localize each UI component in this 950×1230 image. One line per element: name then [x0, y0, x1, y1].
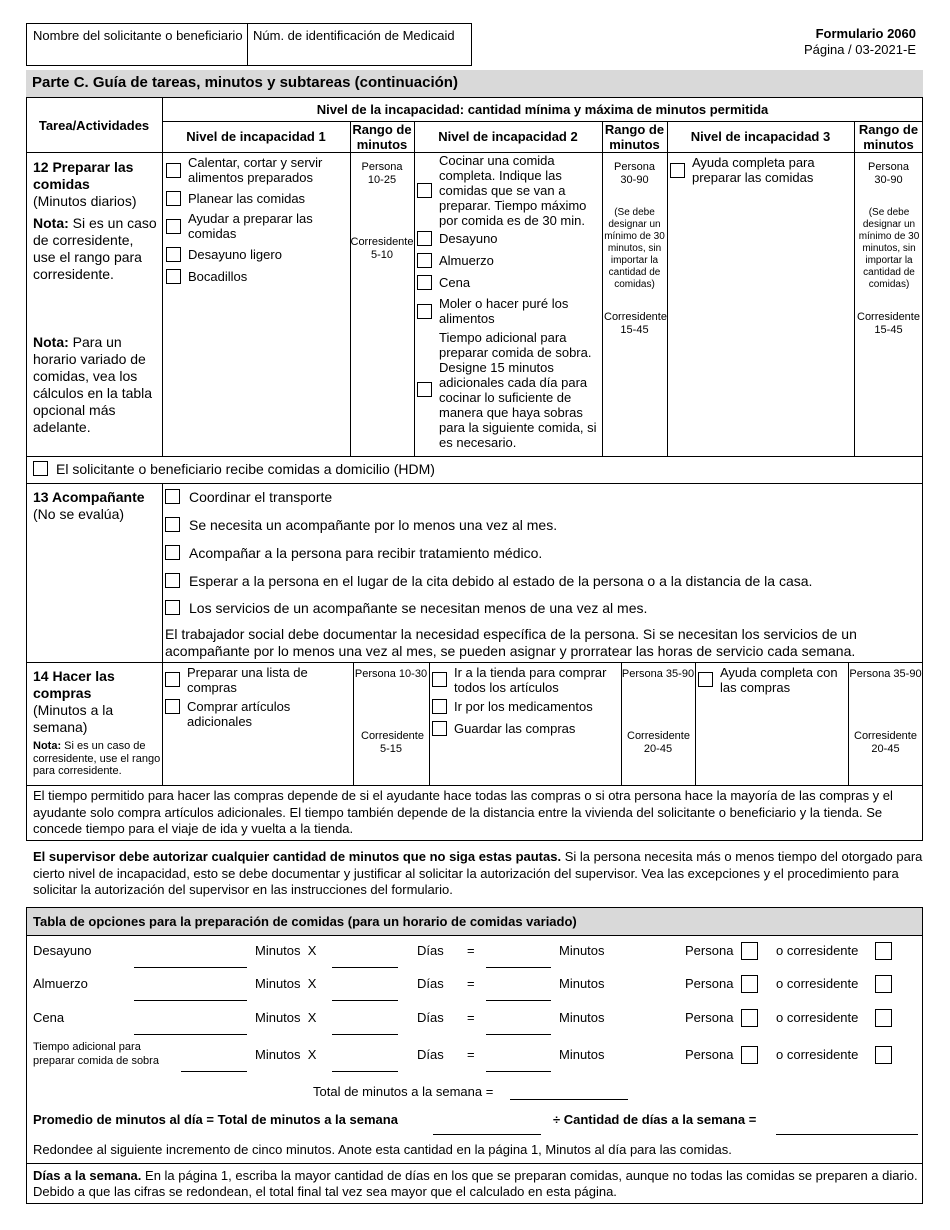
meal-days-input[interactable] — [332, 1000, 398, 1001]
task12-note1: Nota: Si es un caso de corresidente, use el rango para corresidente. — [33, 215, 157, 282]
checkbox[interactable] — [417, 231, 432, 246]
task14-l2-item[interactable]: Guardar las compras — [432, 721, 620, 736]
task13-item[interactable]: Se necesita un acompañante por lo menos una vez al mes. — [165, 517, 557, 534]
minutes-x-label: Minutos X — [255, 943, 317, 958]
checkbox[interactable] — [33, 461, 48, 476]
days-label: Días — [417, 943, 444, 958]
task12-l1-item[interactable]: Desayuno ligero — [166, 247, 348, 262]
task14-range1-person: Persona 10-30 — [354, 668, 428, 680]
result-minutes-label: Minutos — [559, 1010, 605, 1025]
task12-range3-coresident: Corresidente 15-45 — [857, 311, 920, 336]
level3-header: Nivel de incapacidad 3 — [690, 129, 831, 144]
task12-range1-person: Persona 10-25 — [361, 161, 403, 186]
checkbox[interactable] — [165, 573, 180, 588]
task13-cell — [33, 489, 161, 523]
task12-l2-item[interactable]: Almuerzo — [417, 253, 601, 268]
checkbox[interactable] — [166, 219, 181, 234]
checkbox[interactable] — [417, 304, 432, 319]
checkbox[interactable] — [165, 699, 180, 714]
checkbox[interactable] — [417, 275, 432, 290]
task12-l2-item[interactable]: Tiempo adicional para preparar comida de sobra. Designe 15 minutos adicionales cada día para cocinar lo suficiente de manera que haya sobras para la siguiente comida, si es necesario. — [417, 330, 601, 450]
minutes-x-label: Minutos X — [255, 976, 317, 991]
task13-item[interactable]: Coordinar el transporte — [165, 489, 332, 506]
hdm-option[interactable]: El solicitante o beneficiario recibe comidas a domicilio (HDM) — [33, 461, 435, 478]
meal-result-input[interactable] — [486, 967, 551, 968]
minutes-x-label: Minutos X — [255, 1047, 317, 1062]
meal-row-label: Desayuno — [33, 943, 92, 958]
person-label: Persona — [685, 943, 734, 958]
person-label: Persona — [685, 976, 734, 991]
task13-item[interactable]: Acompañar a la persona para recibir tratamiento médico. — [165, 545, 542, 562]
minutes-x-label: Minutos X — [255, 1010, 317, 1025]
meal-days-input[interactable] — [332, 1071, 398, 1072]
task12-l1-item[interactable]: Bocadillos — [166, 269, 348, 284]
level1-header: Nivel de incapacidad 1 — [186, 129, 326, 144]
task13-title: 13 Acompañante — [33, 489, 145, 505]
meal-minutes-input[interactable] — [181, 1071, 247, 1072]
task12-note2: Nota: Para un horario variado de comidas, vea los cálculos en la tabla opcional más adelante. — [33, 334, 153, 435]
equals-label: = — [467, 976, 475, 991]
task12-l1-item[interactable]: Calentar, cortar y servir alimentos preparados — [166, 155, 348, 185]
meal-minutes-input[interactable] — [134, 1000, 247, 1001]
page-info: Página / 03-2021-E — [803, 42, 916, 57]
coresident-label: o corresidente — [776, 943, 859, 958]
medicaid-id-label: Núm. de identificación de Medicaid — [253, 28, 455, 43]
checkbox[interactable] — [165, 545, 180, 560]
task14-subtitle: (Minutos a la semana) — [33, 702, 114, 735]
range2-header: Rango de minutos — [604, 122, 665, 152]
meal-result-input[interactable] — [486, 1034, 551, 1035]
equals-label: = — [467, 1047, 475, 1062]
person-label: Persona — [685, 1010, 734, 1025]
meal-result-input[interactable] — [486, 1071, 551, 1072]
range1-header: Rango de minutos — [352, 122, 412, 152]
checkbox[interactable] — [670, 163, 685, 178]
total-weekly-input[interactable] — [433, 1134, 541, 1135]
total-label: Total de minutos a la semana = — [313, 1084, 494, 1099]
coresident-checkbox[interactable] — [875, 975, 892, 993]
meal-table-title: Tabla de opciones para la preparación de comidas (para un horario de comidas variado) — [33, 914, 577, 929]
meal-result-input[interactable] — [486, 1000, 551, 1001]
result-minutes-label: Minutos — [559, 943, 605, 958]
result-minutes-label: Minutos — [559, 1047, 605, 1062]
checkbox[interactable] — [417, 183, 432, 198]
checkbox[interactable] — [165, 600, 180, 615]
checkbox[interactable] — [165, 517, 180, 532]
task12-l1-item[interactable]: Ayudar a preparar las comidas — [166, 211, 348, 241]
task12-l2-item[interactable]: Desayuno — [417, 231, 601, 246]
task14-l2-item[interactable]: Ir por los medicamentos — [432, 699, 620, 714]
checkbox[interactable] — [432, 721, 447, 736]
task13-subtitle: (No se evalúa) — [33, 506, 125, 522]
task14-l1-item[interactable]: Preparar una lista de compras — [165, 665, 352, 695]
task13-note: El trabajador social debe documentar la necesidad específica de la persona. Si se necesitan los servicios de un acompañante por lo menos una vez al mes, se pueden asignar y prorratear las horas de servicio cada semana. — [165, 626, 857, 659]
equals-label: = — [467, 943, 475, 958]
task14-range3-coresident: Corresidente 20-45 — [854, 730, 917, 755]
coresident-checkbox[interactable] — [875, 942, 892, 960]
person-checkbox[interactable] — [741, 975, 758, 993]
task12-l2-item[interactable]: Moler o hacer puré los alimentos — [417, 296, 601, 326]
checkbox[interactable] — [432, 699, 447, 714]
coresident-label: o corresidente — [776, 976, 859, 991]
task14-range2-person: Persona 35-90 — [621, 668, 695, 680]
person-checkbox[interactable] — [741, 1046, 758, 1064]
task-col-header: Tarea/Actividades — [38, 118, 150, 133]
meal-minutes-input[interactable] — [134, 967, 247, 968]
checkbox[interactable] — [165, 489, 180, 504]
round-note: Redondee al siguiente incremento de cinco minutos. Anote esta cantidad en la página 1, Minutos al día para las comidas. — [33, 1142, 732, 1157]
task13-item[interactable]: Los servicios de un acompañante se necesitan menos de una vez al mes. — [165, 600, 647, 617]
days-label: Días — [417, 976, 444, 991]
task12-l2-item[interactable]: Cena — [417, 275, 601, 290]
level2-header: Nivel de incapacidad 2 — [438, 129, 578, 144]
days-note: Días a la semana. En la página 1, escriba la mayor cantidad de días en los que se preparan comidas, aunque no todas las comidas se preparen a diario. Debido a que las cifras se redondean, el total final tal vez sea mayor que el calculado en esta página. — [33, 1168, 918, 1199]
coresident-checkbox[interactable] — [875, 1009, 892, 1027]
task14-range1-coresident: Corresidente 5-15 — [361, 730, 424, 755]
task12-range2-note: (Se debe designar un mínimo de 30 minutos, sin importar la cantidad de comidas) — [604, 207, 665, 290]
task14-footer: El tiempo permitido para hacer las compras depende de si el ayudante hace todas las compras o si otra persona hace la mayoría de las compras y el ayudante solo compra artículos adicionales. El tiempo también depende de la distancia entre la vivienda del solicitante o beneficiario y la tienda. Se concede tiempo para el viaje de ida y vuelta a la tienda. — [33, 788, 893, 836]
task12-subtitle: (Minutos diarios) — [33, 193, 137, 209]
task12-range3-note: (Se debe designar un mínimo de 30 minutos, sin importar la cantidad de comidas) — [858, 207, 920, 290]
part-title: Parte C. Guía de tareas, minutos y subtareas (continuación) — [32, 74, 458, 91]
checkbox[interactable] — [166, 191, 181, 206]
equals-label: = — [467, 1010, 475, 1025]
coresident-label: o corresidente — [776, 1047, 859, 1062]
checkbox[interactable] — [417, 382, 432, 397]
meal-minutes-input[interactable] — [134, 1034, 247, 1035]
task12-range2-person: Persona 30-90 — [614, 161, 655, 186]
meal-row-label: Almuerzo — [33, 976, 88, 991]
meal-row-label: Cena — [33, 1010, 65, 1025]
task12-range3-person: Persona 30-90 — [868, 161, 909, 186]
task12-l1-item[interactable]: Planear las comidas — [166, 191, 348, 206]
days-per-week-input[interactable] — [776, 1134, 918, 1135]
level-header: Nivel de la incapacidad: cantidad mínima y máxima de minutos permitida — [316, 102, 769, 117]
coresident-checkbox[interactable] — [875, 1046, 892, 1064]
task14-range3-person: Persona 35-90 — [849, 668, 922, 680]
task14-cell — [33, 668, 161, 778]
result-minutes-label: Minutos — [559, 976, 605, 991]
checkbox[interactable] — [698, 672, 713, 687]
checkbox[interactable] — [417, 253, 432, 268]
total-input[interactable] — [510, 1099, 628, 1100]
task14-l3-item[interactable]: Ayuda completa con las compras — [698, 665, 846, 695]
days-label: Días — [417, 1047, 444, 1062]
task14-note: Nota: Si es un caso de corresidente, use el rango para corresidente. — [33, 740, 161, 777]
task12-cell — [33, 159, 159, 436]
task12-range1-coresident: Corresidente 5-10 — [350, 236, 414, 261]
task14-l1-item[interactable]: Comprar artículos adicionales — [165, 699, 352, 729]
task14-title: 14 Hacer las compras — [33, 668, 115, 701]
task12-title: 12 Preparar las comidas — [33, 159, 134, 192]
person-checkbox[interactable] — [741, 1009, 758, 1027]
person-label: Persona — [685, 1047, 734, 1062]
average-label: Promedio de minutos al día = Total de minutos a la semana — [33, 1112, 398, 1127]
range3-header: Rango de minutos — [858, 122, 919, 152]
task14-range2-coresident: Corresidente 20-45 — [627, 730, 690, 755]
coresident-label: o corresidente — [776, 1010, 859, 1025]
task14-l2-item[interactable]: Ir a la tienda para comprar todos los artículos — [432, 665, 620, 695]
task12-range2-coresident: Corresidente 15-45 — [604, 311, 667, 336]
task12-l2-item[interactable]: Cocinar una comida completa. Indique las comidas que se van a preparar. Tiempo máximo por comida es de 30 min. — [417, 153, 601, 228]
checkbox[interactable] — [165, 672, 180, 687]
meal-days-input[interactable] — [332, 967, 398, 968]
checkbox[interactable] — [166, 163, 181, 178]
supervisor-note: El supervisor debe autorizar cualquier cantidad de minutos que no siga estas pautas. Si la persona necesita más o menos tiempo del otorgado para cierto nivel de incapacidad, esto se debe documentar y justificar al solicitar la autorización del supervisor. Vea las excepciones y el procedimiento para solicitar la autorización del supervisor en las instrucciones del formulario. — [33, 849, 923, 897]
person-checkbox[interactable] — [741, 942, 758, 960]
task13-item[interactable]: Esperar a la persona en el lugar de la cita debido al estado de la persona o a la distancia de la casa. — [165, 573, 812, 590]
divide-label: ÷ Cantidad de días a la semana = — [553, 1112, 757, 1127]
checkbox[interactable] — [166, 247, 181, 262]
meal-days-input[interactable] — [332, 1034, 398, 1035]
checkbox[interactable] — [432, 672, 447, 687]
days-label: Días — [417, 1010, 444, 1025]
task12-l3-item[interactable]: Ayuda completa para preparar las comidas — [670, 155, 852, 185]
meal-row-label: Tiempo adicional para preparar comida de sobra — [33, 1041, 159, 1067]
applicant-name-label: Nombre del solicitante o beneficiario — [33, 28, 243, 43]
checkbox[interactable] — [166, 269, 181, 284]
form-number: Formulario 2060 — [815, 26, 916, 41]
